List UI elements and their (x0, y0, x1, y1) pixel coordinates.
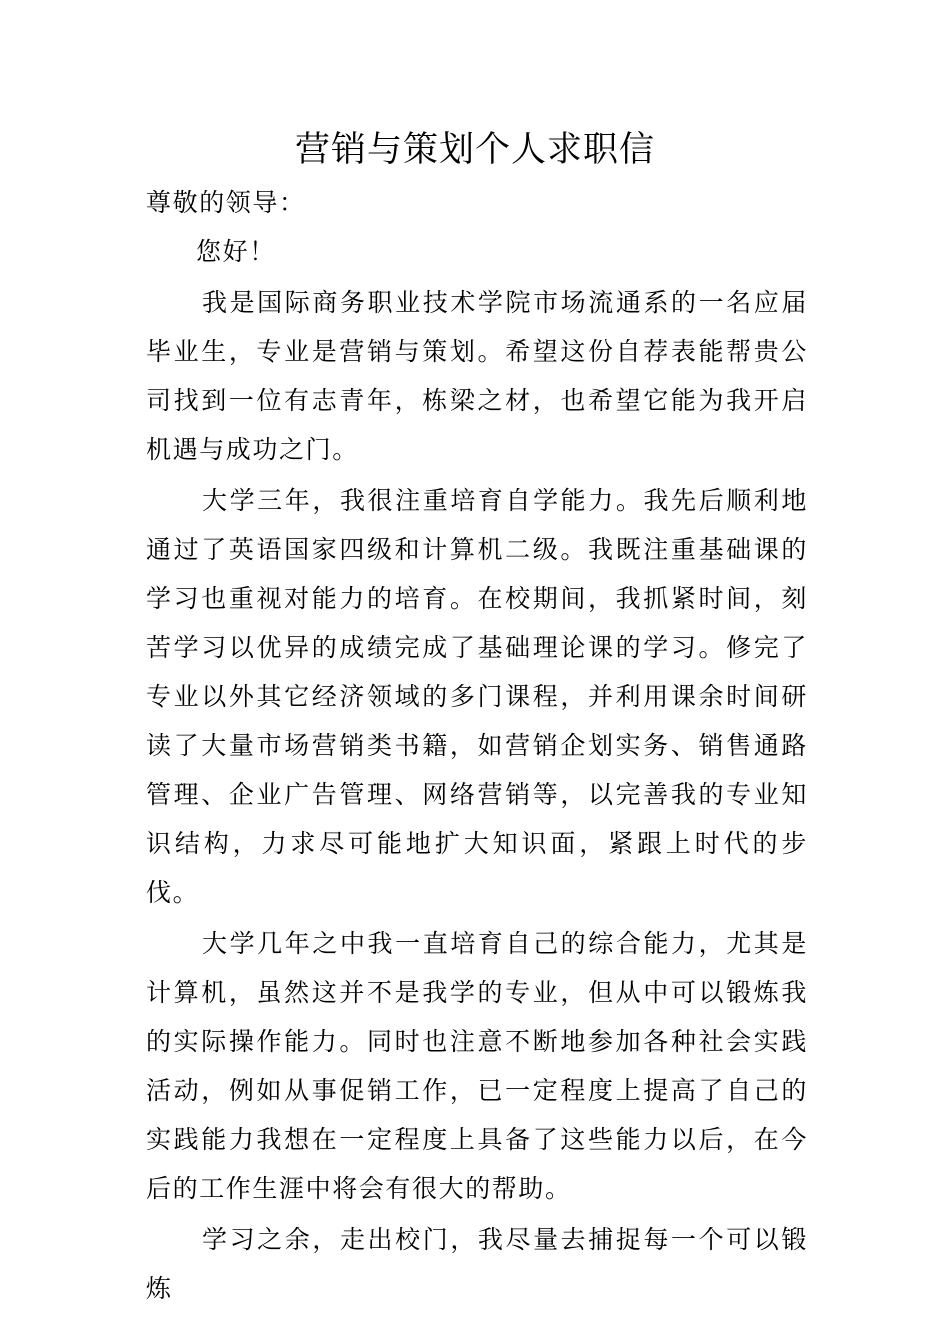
paragraph-study: 大学三年，我很注重培育自学能力。我先后顺利地通过了英语国家四级和计算机二级。我既注重基础课的学习也重视对能力的培育。在校期间，我抓紧时间，刻苦学习以优异的成绩完成了基础理论课的学习。修完了专业以外其它经济领域的多门课程，并利用课余时间研读了大量市场营销类书籍，如营销企划实务、销售通路管理、企业广告管理、网络营销等，以完善我的专业知识结构，力求尽可能地扩大知识面，紧跟上时代的步伐。 (146, 486, 808, 907)
salutation: 尊敬的领导： (146, 188, 306, 217)
document-title: 营销与策划个人求职信 (294, 130, 655, 170)
paragraph-introduction: 我是国际商务职业技术学院市场流通系的一名应届毕业生，专业是营销与策划。希望这份自荐表能帮贵公司找到一位有志青年，栋梁之材，也希望它能为我开启机遇与成功之门。 (146, 288, 808, 464)
paragraph-abilities: 大学几年之中我一直培育自己的综合能力，尤其是计算机，虽然这并不是我学的专业，但从中可以锻炼我的实际操作能力。同时也注意不断地参加各种社会实践活动，例如从事促销工作，已一定程度上提高了自己的实践能力我想在一定程度上具备了这些能力以后，在今后的工作生涯中将会有很大的帮助。 (146, 929, 808, 1203)
letter-body (146, 178, 808, 1315)
greeting: 您好！ (196, 237, 276, 266)
paragraph-practice: 学习之余，走出校门，我尽量去捕捉每一个可以锻炼 (146, 1225, 808, 1303)
